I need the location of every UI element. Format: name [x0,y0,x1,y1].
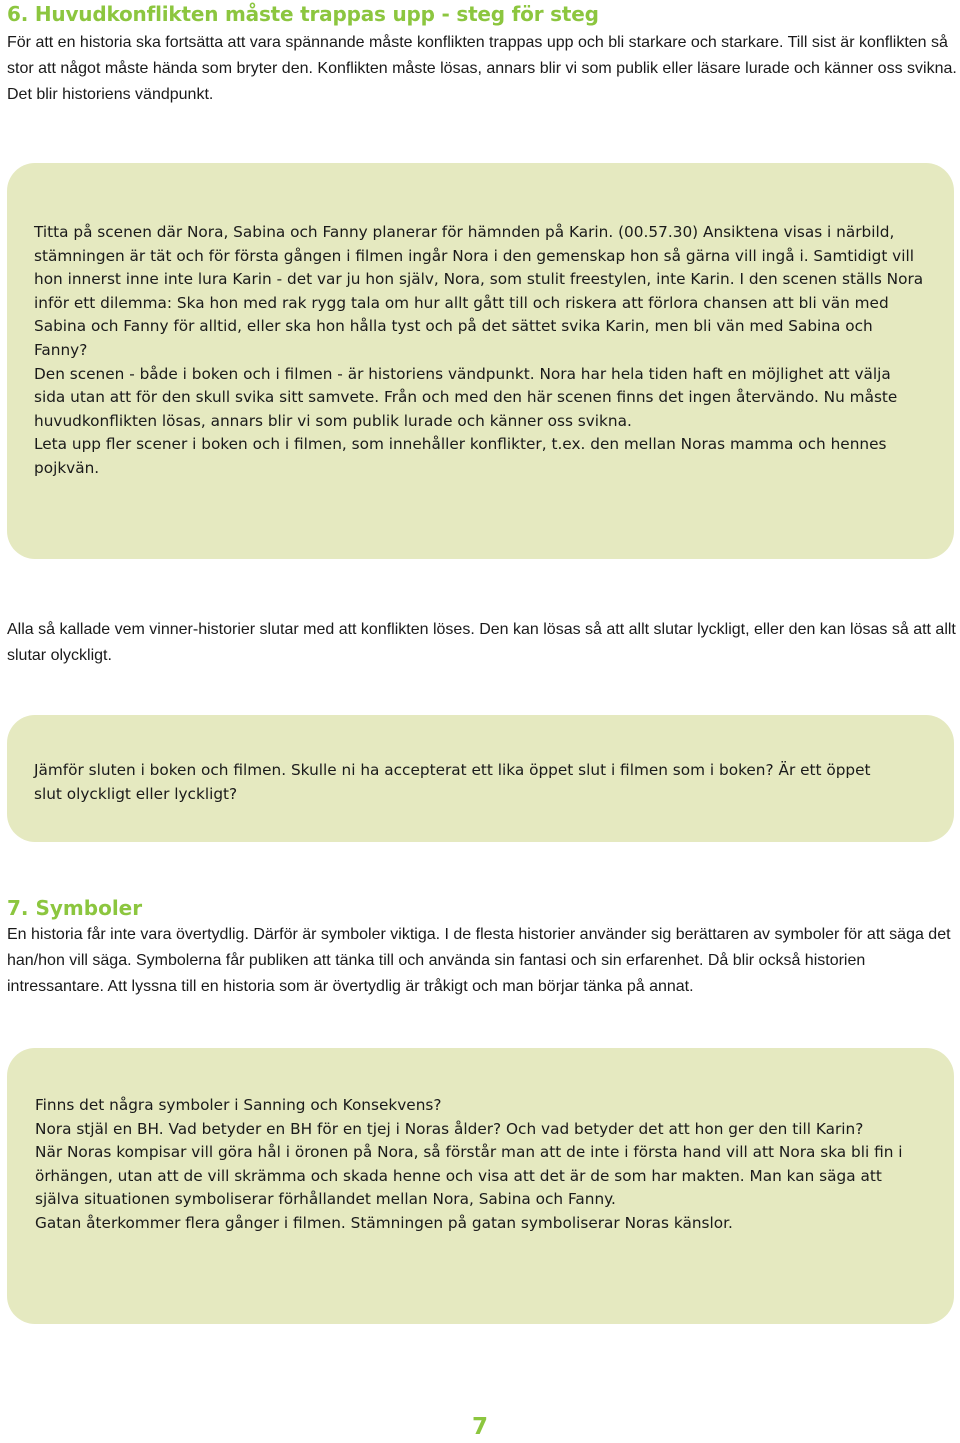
page-number: 7 [471,1414,488,1440]
exercise-box-symbols [7,1048,954,1324]
section-7-intro: En historia får inte vara övertydlig. Därför är symboler viktiga. I de flesta historier använder sig berättaren av symboler för att säga det han/hon vill säga. Symbolerna får publiken att tänka till och använda sin fantasi och sin erfarenhet. Då blir också historien intressantare. Att lyssna till en historia som är övertydlig är tråkigt och man börjar tänka på annat. [7,926,951,995]
exercise-paragraph: Gatan återkommer flera gånger i filmen. Stämningen på gatan symboliserar Noras känslor. [35,1213,733,1232]
section-6-heading: 6. Huvudkonflikten måste trappas upp - steg för steg [7,2,599,26]
exercise-paragraph: Finns det några symboler i Sanning och Konsekvens? [35,1096,442,1114]
exercise-paragraph: Titta på scenen där Nora, Sabina och Fanny planerar för hämnden på Karin. (00.57.30) Ansiktena visas i närbild, stämningen är tät och för första gången i filmen ingår Nora i den gemenskap hon så gärna vill ingå i. Samtidigt vill hon innerst inne inte lura Karin - det var ju hon själv, Nora, som stulit freestylen, inte Karin. I den scenen ställs Nora inför ett dilemma: Ska hon med rak rygg tala om hur allt gått till och riskera att förlora chansen att bli vän med Sabina och Fanny för alltid, eller ska hon hålla tyst och på det sättet svika Karin, men bli vän med Sabina och Fanny? [34,223,924,359]
exercise-box-endings [7,715,954,842]
exercise-box-turning-point [7,163,954,559]
section-7-heading: 7. Symboler [7,896,143,920]
exercise-paragraph: Nora stjäl en BH. Vad betyder en BH för en tjej i Noras ålder? Och vad betyder det att hon ger den till Karin? [35,1119,864,1138]
exercise-paragraph: Leta upp fler scener i boken och i filmen, som innehåller konflikter, t.ex. den mellan Noras mamma och hennes pojkvän. [34,435,887,477]
exercise-paragraph: Jämför sluten i boken och filmen. Skulle ni ha accepterat ett lika öppet slut i filmen som i boken? Är ett öppet slut olyckligt eller lyckligt? [34,761,871,803]
exercise-paragraph: Den scenen - både i boken och i filmen - är historiens vändpunkt. Nora har hela tiden haft en möjlighet att välja sida utan att för den skull svika sitt samvete. Från och med den här scenen finns det ingen återvändo. Nu måste huvudkonflikten lösas, annars blir vi som publik lurade och känner oss svikna. [34,364,898,430]
winner-stories-text: Alla så kallade vem vinner-historier slutar med att konflikten löses. Den kan lösas så att allt slutar lyckligt, eller den kan lösas så att allt slutar olyckligt. [7,621,956,664]
exercise-paragraph: När Noras kompisar vill göra hål i öronen på Nora, så förstår man att de inte i första hand vill att Nora ska bli fin i örhängen, utan att de vill skrämma och skada henne och visa att det är de som har makten. Man kan säga att själva situationen symboliserar förhållandet mellan Nora, Sabina och Fanny. [35,1143,903,1209]
section-6-intro: För att en historia ska fortsätta att vara spännande måste konflikten trappas upp och bli starkare och starkare. Till sist är konflikten så stor att något måste hända som bryter den. Konflikten måste lösas, annars blir vi som publik eller läsare lurade och känner oss svikna. Det blir historiens vändpunkt. [7,34,957,103]
